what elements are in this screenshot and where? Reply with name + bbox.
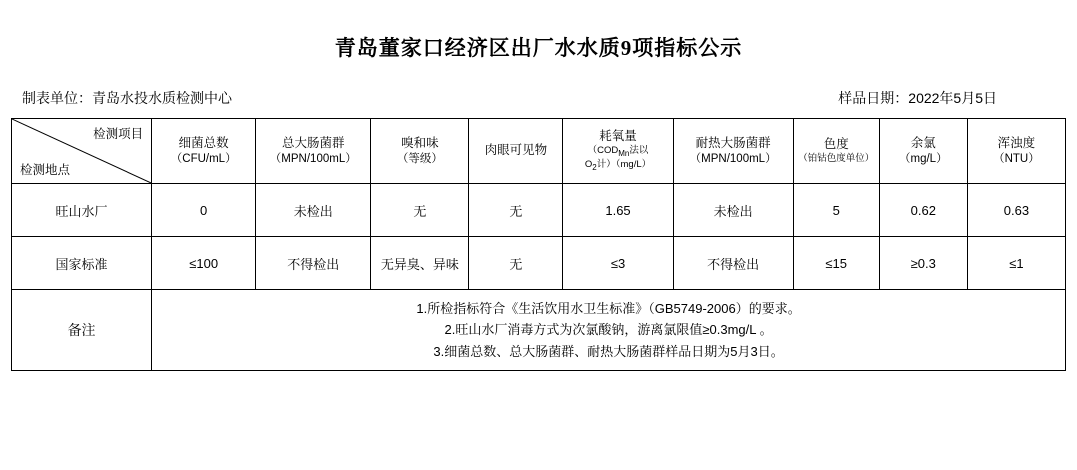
column-unit: （等级） <box>396 152 443 165</box>
column-header-chromaticity <box>793 119 879 184</box>
cell-value: 无 <box>469 184 563 237</box>
cell-value: ≤3 <box>563 237 673 290</box>
notes-content <box>152 290 1066 371</box>
cell-value: 无 <box>469 237 563 290</box>
column-header-residual-chlorine <box>879 119 967 184</box>
cell-value: 不得检出 <box>256 237 371 290</box>
row-label-plant: 旺山水厂 <box>12 184 152 237</box>
column-header-bacteria-count <box>152 119 256 184</box>
column-name: 浑浊度 <box>997 136 1036 150</box>
cell-value: 未检出 <box>673 184 793 237</box>
cell-value: 不得检出 <box>673 237 793 290</box>
column-unit: （$COD_{Mn}$法以 <box>587 144 649 158</box>
column-name: 细菌总数 <box>178 136 229 150</box>
column-unit: （MPN/100mL） <box>269 152 357 165</box>
note-line: 2.旺山水厂消毒方式为次氯酸钠，游离氯限值≥0.3mg/L 。 <box>444 322 773 338</box>
corner-top-right-label: 检测项目 <box>93 127 144 141</box>
column-unit: （CFU/mL） <box>170 152 237 165</box>
column-name: 肉眼可见物 <box>484 143 548 158</box>
table-row <box>12 184 1066 237</box>
column-header-visible-matter <box>469 119 563 184</box>
water-quality-table <box>11 118 1066 371</box>
column-header-turbidity <box>967 119 1065 184</box>
column-header-total-coliform <box>256 119 371 184</box>
cell-value: 0.63 <box>967 184 1065 237</box>
sample-date-label: 样品日期：2022年5月5日 <box>838 90 997 106</box>
cell-value: ≤1 <box>967 237 1065 290</box>
cell-value: 5 <box>793 184 879 237</box>
cell-value: ≤100 <box>152 237 256 290</box>
column-name: 耐热大肠菌群 <box>695 136 771 150</box>
row-label-national-standard: 国家标准 <box>12 237 152 290</box>
note-line: 3.细菌总数、总大肠菌群、耐热大肠菌群样品日期为5月3日。 <box>433 343 784 359</box>
column-unit-line2: $O_2$计）（mg/L） <box>584 158 652 172</box>
column-name: 耗氧量 <box>599 129 637 144</box>
meta-row <box>22 88 1059 108</box>
cell-value: 0.62 <box>879 184 967 237</box>
document-page <box>0 32 1077 470</box>
column-name: 余氯 <box>910 136 936 150</box>
cell-value: 0 <box>152 184 256 237</box>
notes-label: 备注 <box>12 290 152 371</box>
cell-value: ≥0.3 <box>879 237 967 290</box>
column-unit: （MPN/100mL） <box>689 152 777 165</box>
note-line: 1.所检指标符合《生活饮用水卫生标准》（GB5749-2006）的要求。 <box>416 300 801 316</box>
cell-value: ≤15 <box>793 237 879 290</box>
cell-value: 无 <box>371 184 469 237</box>
column-unit: （mg/L） <box>899 152 948 165</box>
column-unit: （NTU） <box>993 152 1040 165</box>
corner-bottom-left-label: 检测地点 <box>20 163 71 177</box>
maker-label: 制表单位：青岛水投水质检测中心 <box>22 90 232 106</box>
column-name: 色度 <box>823 137 849 152</box>
column-header-thermotolerant-coliform <box>673 119 793 184</box>
column-header-oxygen-consumption <box>563 119 673 184</box>
cell-value: 未检出 <box>256 184 371 237</box>
notes-row <box>12 290 1066 371</box>
table-corner-cell <box>12 119 152 184</box>
column-unit: （铂钴色度单位） <box>798 152 875 164</box>
column-name: 嗅和味 <box>401 136 439 150</box>
column-name: 总大肠菌群 <box>282 136 345 150</box>
table-header-row <box>12 119 1066 184</box>
column-header-odor-taste <box>371 119 469 184</box>
cell-value: 1.65 <box>563 184 673 237</box>
cell-value: 无异臭、异味 <box>371 237 469 290</box>
table-row <box>12 237 1066 290</box>
page-title: 青岛董家口经济区出厂水水质9项指标公示 <box>334 36 743 60</box>
